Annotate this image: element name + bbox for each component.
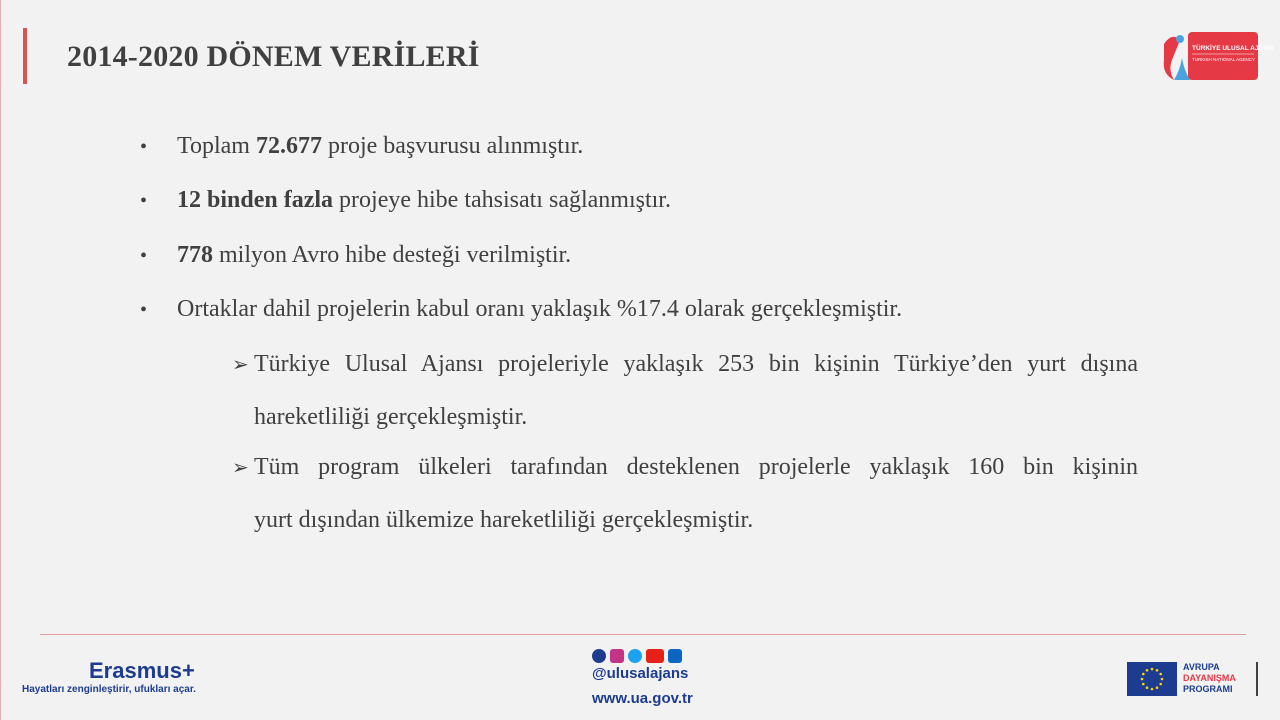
instagram-icon[interactable]: [610, 649, 624, 663]
bullet-dot: •: [140, 190, 148, 212]
bullet-item-grants: [140, 187, 671, 214]
arrow-bullet-icon: ➢: [232, 354, 249, 376]
erasmus-logo: Erasmus+: [89, 658, 195, 683]
bullet-dot: •: [140, 136, 148, 158]
linkedin-icon[interactable]: [668, 649, 682, 663]
footer-separator: [1256, 662, 1258, 696]
sub-bullet-line2: yurt dışından ülkemize hareketliliği gerçekleşmiştir.: [254, 507, 754, 533]
eu-solidarity-program-label: AVRUPA DAYANIŞMA PROGRAMI: [1183, 662, 1236, 694]
bullet-text: Ortaklar dahil projelerin kabul oranı yaklaşık %17.4 olarak gerçekleşmiştir.: [177, 296, 903, 322]
arrow-bullet-icon: ➢: [232, 457, 249, 479]
erasmus-tagline: Hayatları zenginleştirir, ufukları açar.: [22, 684, 196, 695]
logo-text-line2: TURKISH NATIONAL AGENCY: [1192, 57, 1256, 62]
sub-bullet-line1: Türkiye Ulusal Ajansı projeleriyle yaklaşık 253 bin kişinin Türkiye’den yurt dışına: [254, 351, 1138, 377]
social-icons: [592, 649, 682, 663]
bullet-text: 12 binden fazla projeye hibe tahsisatı sağlanmıştır.: [177, 187, 671, 213]
website-link[interactable]: www.ua.gov.tr: [592, 690, 693, 707]
sub-bullet-line1: Tüm program ülkeleri tarafından desteklenen projelerle yaklaşık 160 bin kişinin: [254, 454, 1138, 480]
page-title: 2014-2020 DÖNEM VERİLERİ: [67, 40, 480, 73]
facebook-icon[interactable]: [592, 649, 606, 663]
twitter-icon[interactable]: [628, 649, 642, 663]
turkish-national-agency-logo: [1162, 30, 1274, 82]
footer-divider: [40, 634, 1246, 635]
bullet-item-acceptance-rate: [140, 296, 902, 323]
sub-bullet-line2: hareketliliği gerçekleşmiştir.: [254, 404, 528, 430]
logo-text-line1: TÜRKİYE ULUSAL AJANSI: [1192, 45, 1274, 52]
bullet-text: 778 milyon Avro hibe desteği verilmiştir.: [177, 242, 572, 268]
bullet-dot: •: [140, 245, 148, 267]
bullet-text: Toplam 72.677 proje başvurusu alınmıştır.: [177, 133, 584, 159]
slide-left-border: [0, 0, 1, 720]
sub-bullet-outgoing-mobility: [232, 338, 1138, 443]
bullet-dot: •: [140, 299, 148, 321]
bullet-item-applications: [140, 133, 583, 160]
sub-bullet-incoming-mobility: [232, 441, 1138, 546]
title-accent-bar: [23, 28, 27, 84]
social-handle[interactable]: @ulusalajans: [592, 665, 689, 682]
eu-flag-icon: [1127, 662, 1177, 696]
youtube-icon[interactable]: [646, 649, 664, 663]
bullet-item-funding: [140, 242, 571, 269]
